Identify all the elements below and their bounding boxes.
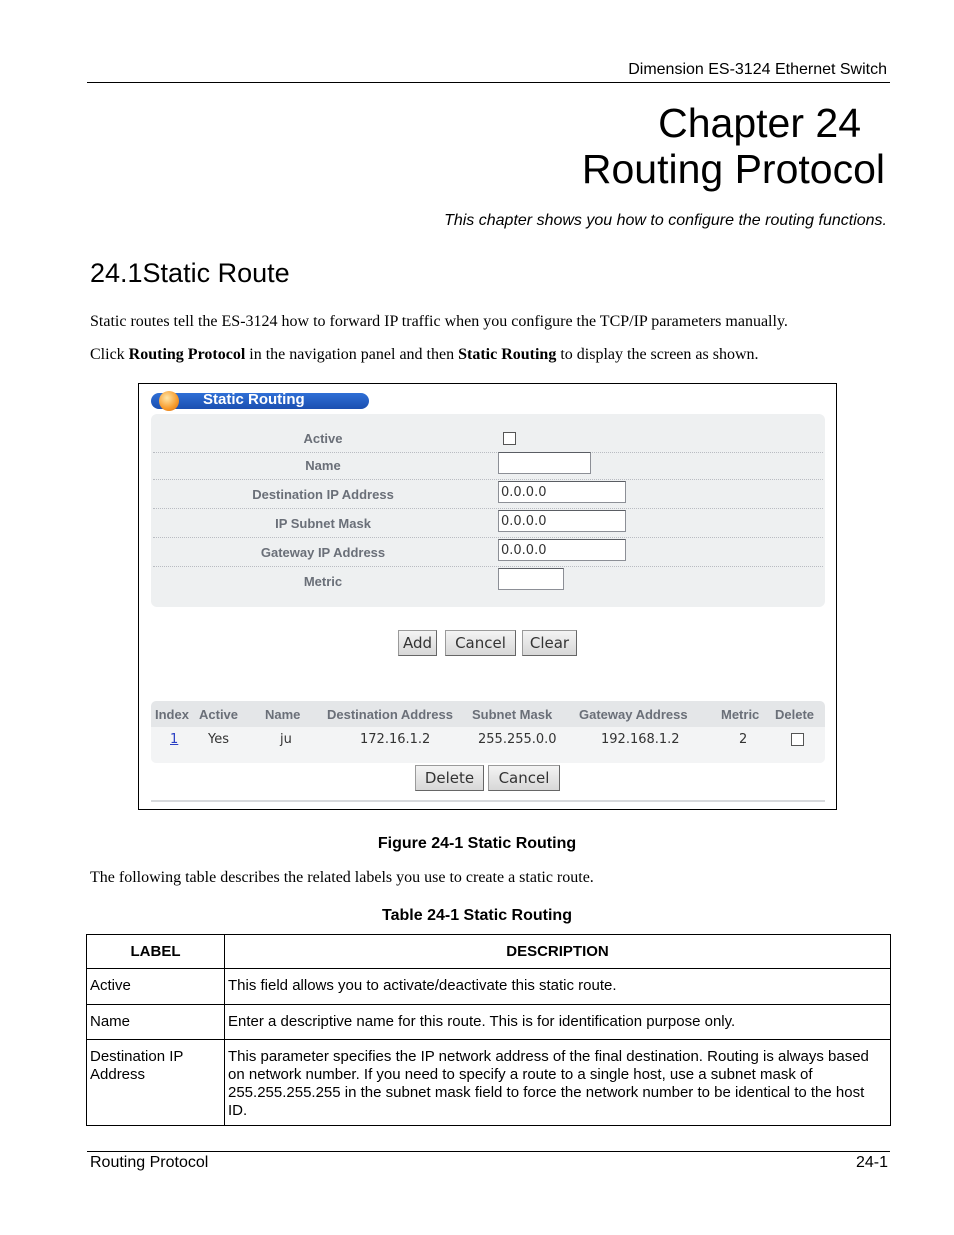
subnet-mask-input[interactable]: 0.0.0.0 bbox=[498, 510, 626, 532]
row-desc-name: Enter a descriptive name for this route. This is for identification purpose only. bbox=[225, 1005, 891, 1040]
paragraph-static-routes: Static routes tell the ES-3124 how to forward IP traffic when you configure the TCP/IP parameters manually. bbox=[90, 313, 788, 330]
row-desc-destination: This parameter specifies the IP network address of the final destination. Routing is always based on network number. If you need to specify a route to a single host, use a subnet mask of 255.255.255.255 in the subnet mask field to force the network number to be identical to the host ID. bbox=[225, 1040, 891, 1126]
section-heading: 24.1Static Route bbox=[90, 258, 290, 288]
ui-bottom-rule bbox=[151, 800, 825, 802]
gateway-ip-label: Gateway IP Address bbox=[260, 545, 386, 560]
header-label: LABEL bbox=[87, 935, 225, 969]
col-delete: Delete bbox=[775, 707, 815, 722]
cancel-button[interactable]: Cancel bbox=[445, 630, 516, 656]
active-label: Active bbox=[303, 431, 343, 446]
table-row bbox=[87, 1005, 891, 1040]
row-label-destination: Destination IP Address bbox=[87, 1040, 225, 1126]
chapter-intro: This chapter shows you how to configure the routing functions. bbox=[444, 212, 887, 229]
row-desc-active: This field allows you to activate/deactivate this static route. bbox=[225, 969, 891, 1005]
metric-input[interactable] bbox=[498, 568, 564, 590]
header-rule bbox=[87, 82, 890, 83]
row-label-name: Name bbox=[87, 1005, 225, 1040]
orb-icon bbox=[159, 391, 179, 411]
p2-text-c: in the navigation panel and then bbox=[245, 346, 459, 363]
paragraph-table-intro: The following table describes the related labels you use to create a static route. bbox=[90, 869, 594, 886]
ui-title: Static Routing bbox=[203, 391, 305, 408]
gateway-ip-input[interactable]: 0.0.0.0 bbox=[498, 539, 626, 561]
route-delete-checkbox[interactable] bbox=[791, 733, 804, 746]
header-description: DESCRIPTION bbox=[225, 935, 891, 969]
add-button[interactable]: Add bbox=[398, 630, 437, 656]
footer-chapter-name: Routing Protocol bbox=[90, 1154, 209, 1171]
col-index: Index bbox=[155, 707, 189, 722]
col-metric: Metric bbox=[721, 707, 760, 722]
subnet-mask-label: IP Subnet Mask bbox=[275, 516, 371, 531]
metric-label: Metric bbox=[303, 574, 343, 589]
route-active: Yes bbox=[208, 732, 229, 747]
chapter-title: Routing Protocol bbox=[581, 146, 885, 192]
destination-ip-label: Destination IP Address bbox=[252, 487, 394, 502]
p2-bold-routing-protocol: Routing Protocol bbox=[128, 346, 246, 363]
figure-caption: Figure 24-1 Static Routing bbox=[377, 835, 577, 852]
p2-bold-static-routing: Static Routing bbox=[458, 346, 557, 363]
name-label: Name bbox=[305, 458, 341, 473]
col-destination: Destination Address bbox=[327, 707, 453, 722]
cancel-table-button[interactable]: Cancel bbox=[488, 765, 560, 791]
page-header-product: Dimension ES-3124 Ethernet Switch bbox=[628, 61, 887, 78]
route-metric: 2 bbox=[739, 732, 748, 747]
footer-rule bbox=[87, 1151, 890, 1152]
chapter-number: Chapter 24 bbox=[658, 100, 861, 146]
col-gateway: Gateway Address bbox=[579, 707, 688, 722]
p2-text-e: to display the screen as shown. bbox=[556, 346, 759, 363]
row-label-active: Active bbox=[87, 969, 225, 1005]
delete-button[interactable]: Delete bbox=[415, 765, 484, 791]
p2-text-a: Click bbox=[90, 346, 129, 363]
route-index-link[interactable]: 1 bbox=[170, 732, 179, 747]
table-row bbox=[87, 1040, 891, 1126]
route-subnet-mask: 255.255.0.0 bbox=[478, 732, 557, 747]
col-active: Active bbox=[199, 707, 239, 722]
footer-page-number: 24-1 bbox=[855, 1154, 888, 1171]
destination-ip-input[interactable]: 0.0.0.0 bbox=[498, 481, 626, 503]
name-input[interactable] bbox=[498, 452, 591, 474]
figure-static-routing bbox=[138, 383, 837, 810]
table-caption: Table 24-1 Static Routing bbox=[382, 907, 572, 924]
route-gateway: 192.168.1.2 bbox=[601, 732, 680, 747]
paragraph-click-instructions bbox=[90, 346, 759, 364]
clear-button[interactable]: Clear bbox=[522, 630, 577, 656]
table-row bbox=[87, 969, 891, 1005]
table-header-row bbox=[87, 935, 891, 969]
route-destination: 172.16.1.2 bbox=[360, 732, 431, 747]
route-name: ju bbox=[280, 732, 292, 747]
description-table bbox=[86, 934, 891, 1126]
active-checkbox[interactable] bbox=[503, 432, 516, 445]
col-name: Name bbox=[265, 707, 301, 722]
col-subnet-mask: Subnet Mask bbox=[472, 707, 553, 722]
